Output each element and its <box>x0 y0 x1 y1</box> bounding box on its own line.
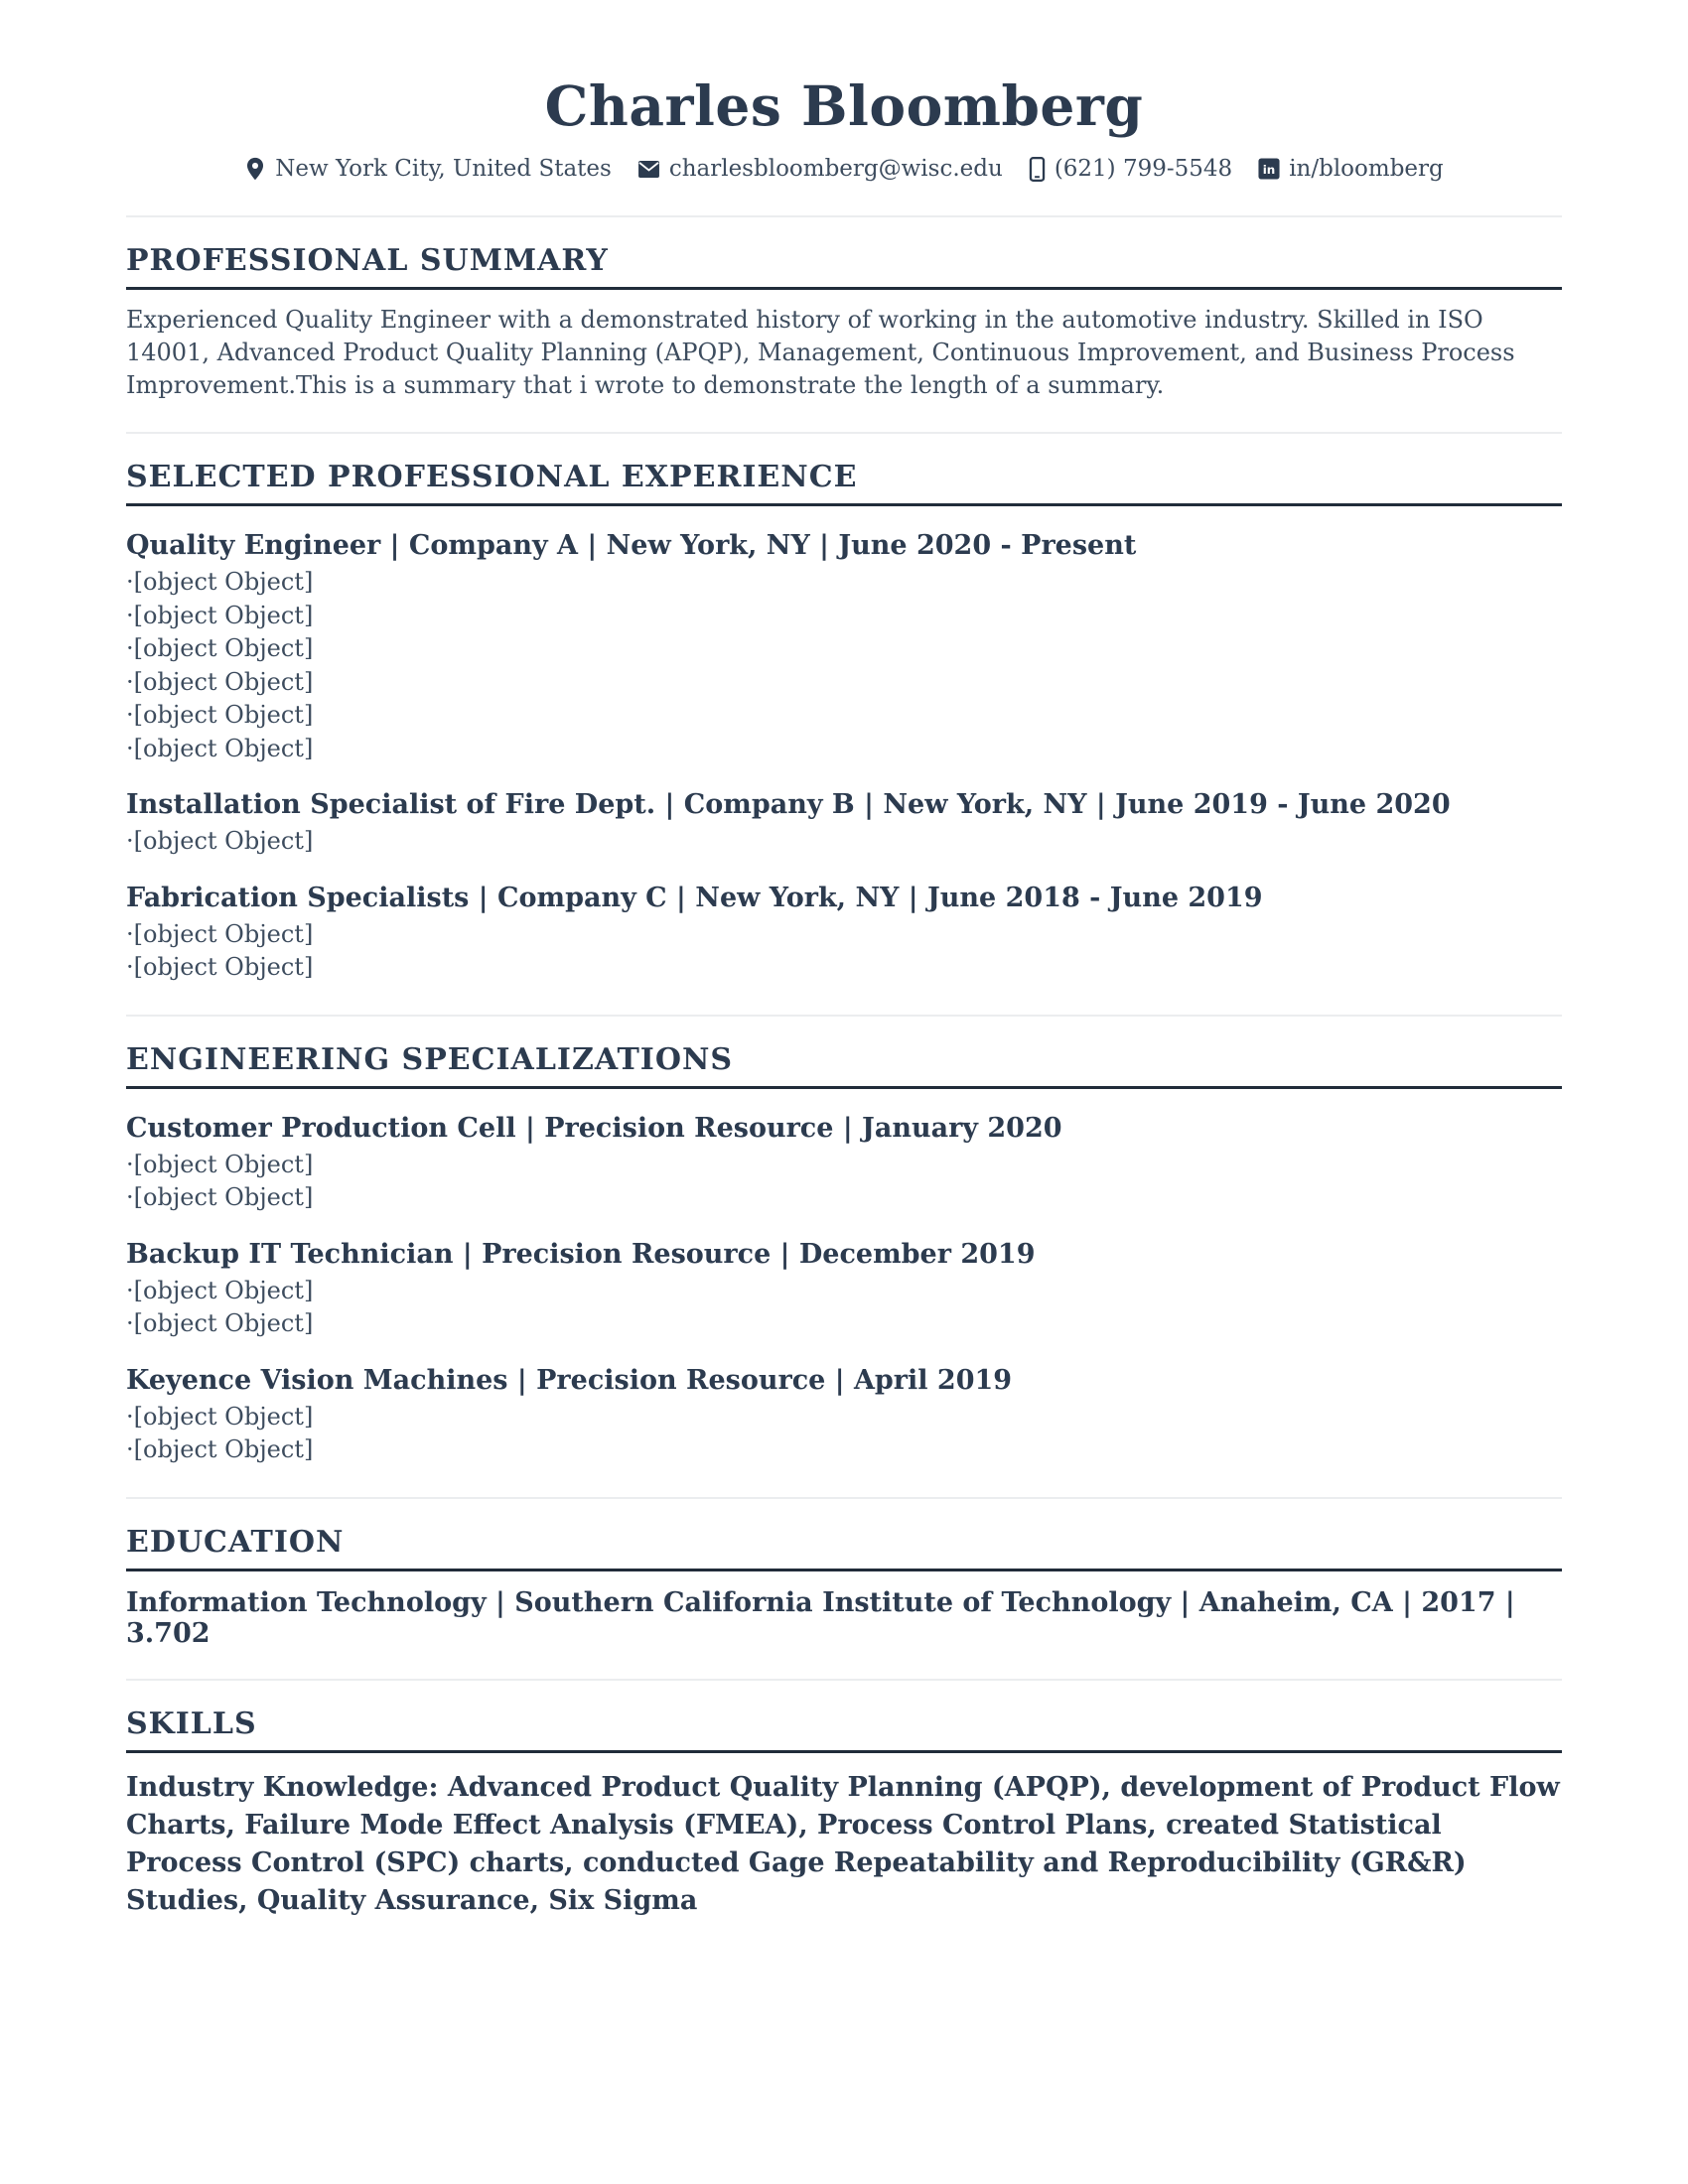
experience-bullet: · [object Object] <box>126 918 1562 952</box>
contact-location <box>244 156 612 182</box>
section-education <box>126 1525 1562 1649</box>
specialization-bullet: · [object Object] <box>126 1307 1562 1341</box>
experience-entry <box>126 789 1562 859</box>
section-engineering-specializations <box>126 1042 1562 1467</box>
specialization-bullet: · [object Object] <box>126 1149 1562 1182</box>
section-heading-education: EDUCATION <box>126 1525 1562 1571</box>
experience-bullet: · [object Object] <box>126 699 1562 733</box>
specialization-entry <box>126 1239 1562 1341</box>
experience-entry-title: Installation Specialist of Fire Dept. | Company B | New York, NY | June 2019 - June 2020 <box>126 789 1451 820</box>
experience-entry <box>126 883 1562 985</box>
contact-linkedin <box>1258 156 1444 182</box>
experience-entry-bullets <box>126 566 1562 765</box>
experience-entries <box>126 530 1562 985</box>
specialization-entry-bullets <box>126 1149 1562 1215</box>
specialization-entries <box>126 1113 1562 1467</box>
experience-bullet: · [object Object] <box>126 632 1562 666</box>
specialization-entry-bullets <box>126 1275 1562 1341</box>
education-line: Information Technology | Southern California Institute of Technology | Anaheim, CA | 2017 | 3.702 <box>126 1586 1515 1649</box>
section-divider <box>126 1679 1562 1681</box>
experience-entry <box>126 530 1562 765</box>
experience-bullet: · [object Object] <box>126 666 1562 700</box>
section-heading-professional-experience: SELECTED PROFESSIONAL EXPERIENCE <box>126 460 1562 506</box>
map-pin-icon <box>244 157 266 182</box>
experience-entry-title: Quality Engineer | Company A | New York, NY | June 2020 - Present <box>126 530 1137 561</box>
section-divider <box>126 215 1562 217</box>
experience-bullet: · [object Object] <box>126 825 1562 859</box>
specialization-entry-bullets <box>126 1401 1562 1467</box>
experience-entry-title: Fabrication Specialists | Company C | New York, NY | June 2018 - June 2019 <box>126 882 1263 913</box>
specialization-entry <box>126 1365 1562 1467</box>
experience-bullet: · [object Object] <box>126 566 1562 600</box>
specialization-entry-title: Backup IT Technician | Precision Resource | December 2019 <box>126 1238 1036 1270</box>
experience-bullet: · [object Object] <box>126 600 1562 633</box>
skills-line: Industry Knowledge: Advanced Product Quality Planning (APQP), development of Product Flow Charts, Failure Mode Effect Analysis (FMEA), Process Control Plans, created Statistical Process Control (SPC) charts, conducted Gage Repeatability and Reproducibility (GR&R) Studies, Quality Assurance, Six Sigma <box>126 1771 1560 1916</box>
experience-bullet: · [object Object] <box>126 951 1562 985</box>
contact-linkedin-text: in/bloomberg <box>1289 156 1444 182</box>
experience-bullet: · [object Object] <box>126 733 1562 766</box>
contact-location-text: New York City, United States <box>275 156 612 182</box>
section-divider <box>126 1015 1562 1017</box>
experience-entry-bullets <box>126 825 1562 859</box>
contact-email-text: charlesbloomberg@wisc.edu <box>668 156 1003 182</box>
contact-row <box>126 156 1562 182</box>
linkedin-badge-text: in <box>1262 163 1276 178</box>
specialization-bullet: · [object Object] <box>126 1181 1562 1215</box>
experience-entry-bullets <box>126 918 1562 985</box>
linkedin-icon <box>1258 158 1280 180</box>
section-heading-professional-summary: PROFESSIONAL SUMMARY <box>126 243 1562 290</box>
specialization-bullet: · [object Object] <box>126 1275 1562 1308</box>
specialization-entry-title: Keyence Vision Machines | Precision Resource | April 2019 <box>126 1364 1013 1396</box>
person-name: Charles Bloomberg <box>544 73 1144 138</box>
contact-email <box>637 156 1003 182</box>
professional-summary-text: Experienced Quality Engineer with a demonstrated history of working in the automotive industry. Skilled in ISO 14001, Advanced Product Quality Planning (APQP), Management, Continuous Improvement, and Business Process Improvement.This is a summary that i wrote to demonstrate the length of a summary. <box>126 306 1515 399</box>
section-skills <box>126 1706 1562 1920</box>
contact-phone-text: (621) 799-5548 <box>1054 156 1233 182</box>
resume-header <box>126 73 1562 182</box>
section-heading-engineering-specializations: ENGINEERING SPECIALIZATIONS <box>126 1042 1562 1089</box>
section-divider <box>126 432 1562 434</box>
specialization-bullet: · [object Object] <box>126 1401 1562 1434</box>
envelope-icon <box>637 160 660 179</box>
contact-phone <box>1029 156 1232 182</box>
specialization-entry <box>126 1113 1562 1215</box>
section-professional-summary <box>126 243 1562 402</box>
specialization-entry-title: Customer Production Cell | Precision Resource | January 2020 <box>126 1112 1062 1144</box>
section-professional-experience <box>126 460 1562 985</box>
section-heading-skills: SKILLS <box>126 1706 1562 1753</box>
mobile-phone-icon <box>1029 157 1046 182</box>
section-divider <box>126 1497 1562 1499</box>
specialization-bullet: · [object Object] <box>126 1433 1562 1467</box>
